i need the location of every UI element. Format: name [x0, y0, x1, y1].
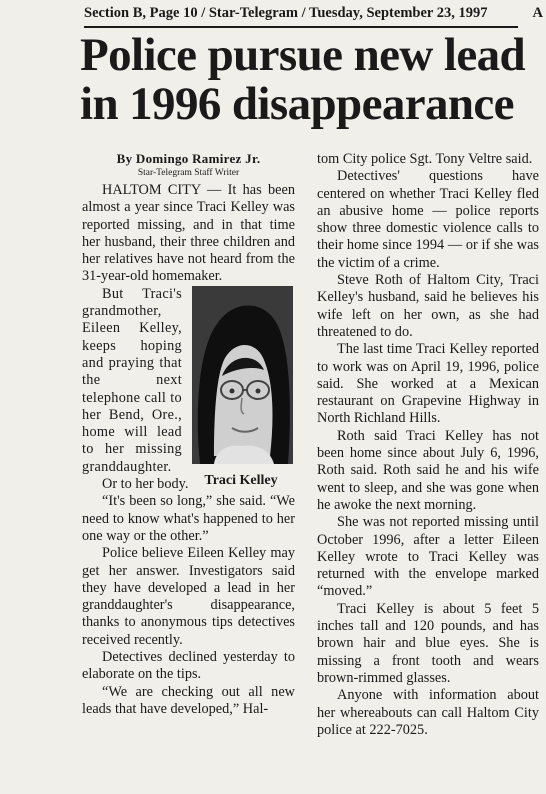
- paragraph: Detectives declined yesterday to elaborate on the tips.: [82, 649, 295, 683]
- narrow-text: [82, 286, 182, 476]
- edge-letter: A: [532, 5, 543, 21]
- article-column-2: [317, 151, 539, 739]
- paragraph: “It's been so long,” she said. “We need to know what's happened to her one way or the other.”: [82, 493, 295, 544]
- section-page-dateline: Section B, Page 10 / Star-Telegram / Tuesday, September 23, 1997: [84, 5, 488, 21]
- paragraph: Traci Kelley is about 5 feet 5 inches tall and 120 pounds, and has brown hair and blue eyes. She is missing a front tooth and wears brown-rimmed glasses.: [317, 600, 539, 686]
- paragraph: But Traci's grandmother, Eileen Kelley, keeps hoping and praying that the next telephone call to her Bend, Ore., home will lead to her missing granddaughter.: [82, 285, 182, 475]
- headline-line-2: in 1996 disappearance: [80, 78, 514, 130]
- page-header: [84, 5, 546, 23]
- headline-line-1: Police pursue new lead: [80, 29, 526, 81]
- header-rule: [84, 26, 518, 28]
- paragraph: The last time Traci Kelley reported to work was on April 19, 1996, police said. She worked at a Mexican restaurant on Grapevine Highway in North Richland Hills.: [317, 341, 539, 427]
- portrait-photo: [192, 286, 293, 464]
- byline-role: Star-Telegram Staff Writer: [137, 168, 240, 178]
- byline-author: By Domingo Ramirez Jr.: [116, 151, 261, 166]
- paragraph: Anyone with information about her whereabouts can call Haltom City police at 222-7025.: [317, 687, 539, 738]
- paragraph: Or to her body.: [102, 476, 189, 493]
- paragraph: Steve Roth of Haltom City, Traci Kelley's husband, said he believes his wife left on her own, as she had threatened to do.: [317, 272, 539, 340]
- paragraph: She was not reported missing until October 1996, after a letter Eileen Kelley wrote to Traci Kelley was returned with the envelope marked “moved.”: [317, 514, 539, 600]
- paragraph: Police believe Eileen Kelley may get her answer. Investigators said they have developed a lead in her granddaughter's disappearance, thanks to anonymous tips detectives received recently.: [82, 545, 295, 648]
- paragraph: Roth said Traci Kelley has not been home since about July 6, 1996, Roth said. Roth said he and his wife went to sleep, and she was gone when he awoke the next morning.: [317, 427, 539, 513]
- article-column-1: [82, 151, 295, 718]
- paragraph: Detectives' questions have centered on whether Traci Kelley fled an abusive home — police reports show three domestic violence calls to their home since 1994 — or if she was the victim of a crime.: [317, 168, 539, 271]
- paragraph: HALTOM CITY — It has been almost a year since Traci Kelley was reported missing, and in that time her husband, their three children and her relatives have not heard from the 31-year-old homemaker.: [82, 182, 295, 285]
- photo-block: [187, 286, 295, 489]
- paragraph: tom City police Sgt. Tony Veltre said.: [317, 151, 533, 167]
- photo-caption: Traci Kelley: [204, 472, 278, 488]
- headline: [80, 31, 546, 129]
- paragraph: “We are checking out all new leads that have developed,” Hal-: [82, 683, 295, 717]
